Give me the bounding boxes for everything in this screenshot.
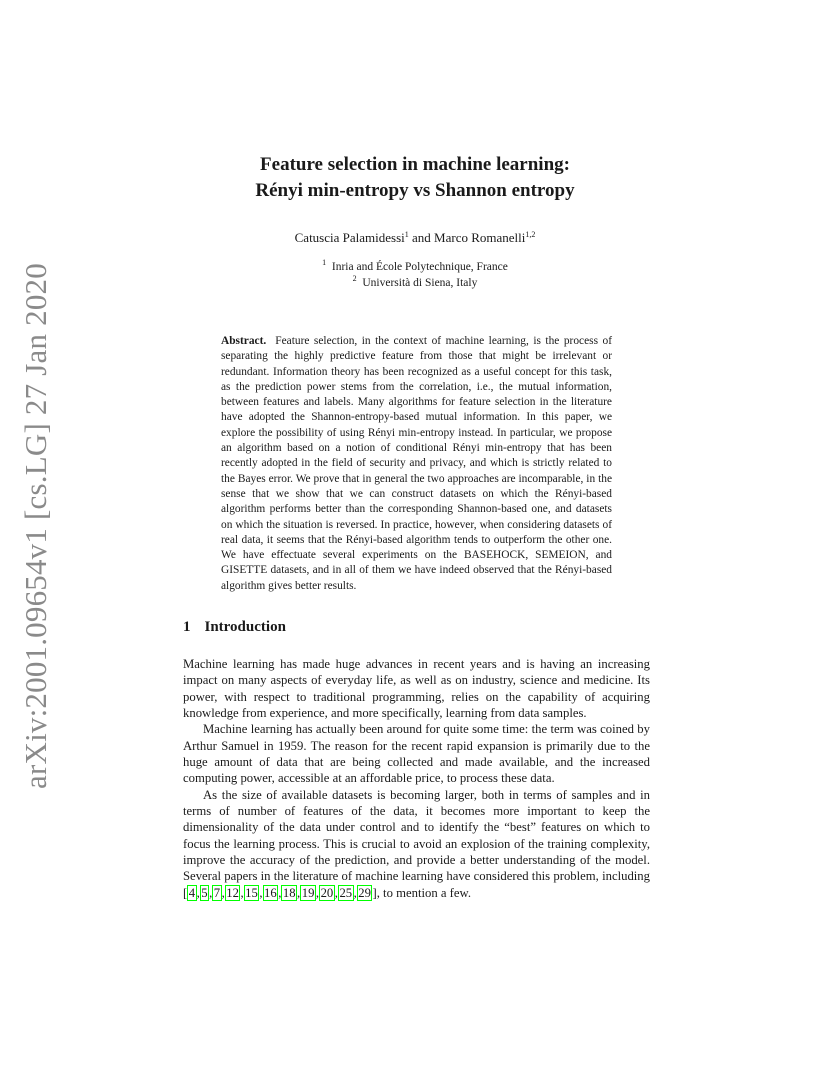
body-paragraph: Machine learning has actually been around for quite some time: the term was coined by Arthur Samuel in 1959. The reason for the recent rapid expansion is primarily due to the huge amount of data that are being collected and made available, and the increased computing power, accessible at an affordable price, to process these data. [183,722,650,786]
affiliation-mark: 1 [322,258,327,267]
citation-link[interactable]: 7 [213,885,221,900]
abstract [221,334,612,594]
paper-title-line-2: Rényi min-entropy vs Shannon entropy [255,180,575,201]
citation-link[interactable]: 15 [245,885,258,900]
citation-link[interactable]: 20 [320,885,334,900]
citation-link[interactable]: 18 [282,885,296,900]
arxiv-identifier-stamp [4,263,68,789]
arxiv-identifier-text: arXiv:2001.09654v1 [cs.LG] 27 Jan 2020 [18,263,54,789]
affiliation-item [150,259,680,275]
section-number: 1 [183,619,191,635]
affiliation-text: Università di Siena, Italy [362,277,478,289]
paper-title [150,152,680,204]
paper-title-line-1: Feature selection in machine learning: [260,154,570,175]
affiliation-item [150,275,680,291]
paragraph-text: As the size of available datasets is becoming larger, both in terms of samples and in terms of number of features of the data, it becomes more important to keep the dimensionality of the data under control and to identify the “best” features on which to focus the learning process. This is crucial to avoid an explosion of the training complexity, improve the accuracy of the prediction, and provide a better understanding of the model. Several papers in the literature of machine learning have considered this problem, including [ [183,787,650,900]
body-paragraph: Machine learning has made huge advances in recent years and is having an increasing impact on many aspects of everyday life, as well as on industry, science and medicine. Its power, with respect to traditional programming, relies on the capability of acquiring knowledge from experience, and more specifically, learning from data samples. [183,657,650,721]
section-heading [183,619,286,636]
abstract-text: Feature selection, in the context of machine learning, is the process of separating the highly predictive feature from those that might be irrelevant or redundant. Information theory has been recognized as a useful concept for this task, as the prediction power stems from the correlation, i.e., the mutual information, between features and labels. Many algorithms for feature selection in the literature have adopted the Shannon-entropy-based mutual information. In this paper, we explore the possibility of using Rényi min-entropy instead. In particular, we propose an algorithm based on a notion of conditional Rényi min-entropy that has been recently adopted in the field of security and privacy, and which is strictly related to the Bayes error. We prove that in general the two approaches are incomparable, in the sense that we show that we can construct datasets on which the Rényi-based algorithm performs better than the corresponding Shannon-based one, and datasets on which the situation is reversed. In practice, however, when considering datasets of real data, it seems that the Rényi-based algorithm tends to outperform the other one. We have effectuate several experiments on the BASEHOCK, SEMEION, and GISETTE datasets, and in all of them we have indeed observed that the Rényi-based algorithm gives better results. [221,335,612,592]
author-list [150,230,680,246]
citation-link[interactable]: 4 [188,885,196,900]
affiliation-list [150,259,680,291]
author-affiliation-mark: 1 [404,230,409,239]
section-title: Introduction [204,619,286,635]
citation-link[interactable]: 5 [201,885,208,900]
citation-link[interactable]: 12 [226,885,239,900]
author-name: Catuscia Palamidessi [294,230,405,245]
section-body [183,656,650,901]
citation-link[interactable]: 25 [339,885,353,900]
author-connector: and [408,230,435,245]
body-paragraph [183,787,650,901]
citation-link[interactable]: 16 [264,885,277,900]
author-name: Marco Romanelli [434,230,526,245]
author-affiliation-mark: 1,2 [525,230,536,239]
paragraph-text: ], to mention a few. [372,885,472,900]
citation-link[interactable]: 19 [301,885,315,900]
citation-group: 4 , 5 , 7 , 12 , 15 , 16 , 18 , 19 , 20 , 25 , 29 [188,885,371,900]
abstract-label: Abstract. [221,335,267,347]
affiliation-text: Inria and École Polytechnique, France [331,261,508,273]
affiliation-mark: 2 [352,274,357,283]
citation-link[interactable]: 29 [358,885,371,900]
